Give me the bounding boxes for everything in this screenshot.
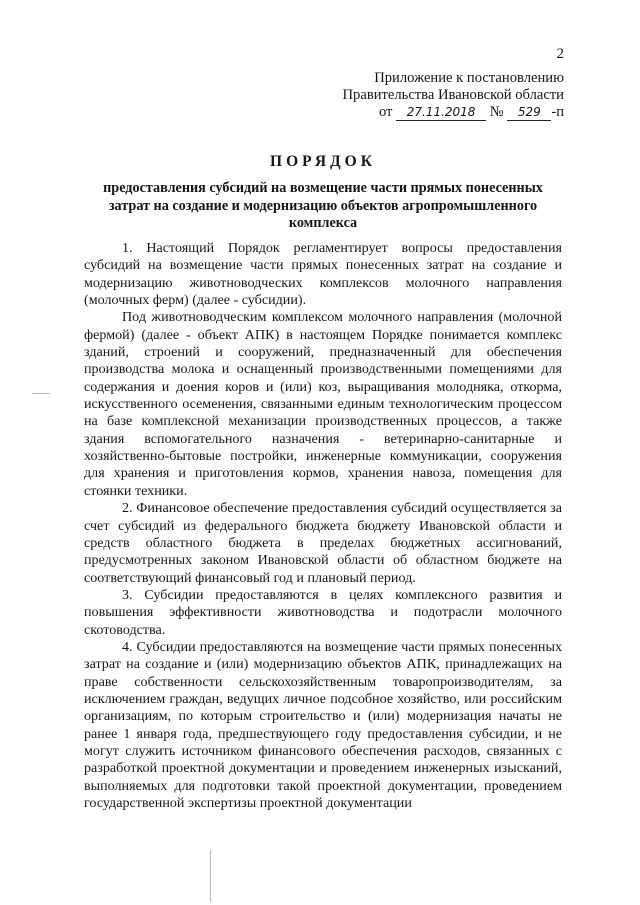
appendix-line-2: Правительства Ивановской области (342, 87, 564, 103)
title-block (84, 153, 562, 233)
paragraph-4: 3. Субсидии предоставляются в целях комплексного развития и повышения эффективности животноводства и подотрасли молочного скотоводства. (84, 586, 562, 638)
number-suffix: -п (551, 104, 564, 120)
scan-artifact-left (32, 393, 50, 394)
document-subtitle: предоставления субсидий на возмещение части прямых понесенных затрат на создание и модернизацию объектов агропромышленного комплекса (103, 180, 543, 231)
document-title: ПОРЯДОК (270, 153, 376, 170)
appendix-date-line (343, 104, 564, 121)
body-text (84, 240, 562, 812)
number-label: № (489, 104, 504, 120)
scan-artifact-fold (210, 850, 211, 902)
appendix-header (343, 70, 564, 121)
paragraph-5: 4. Субсидии предоставляются на возмещение части прямых понесенных затрат на создание и (или) модернизацию объектов АПК, принадлежащих на праве собственности сельскохозяйственным товаропроизводителям, за исключением граждан, ведущих личное подсобное хозяйство, или российским организациям, по которым строительство и (или) модернизация начаты не ранее 1 января года, предшествующего году предоставления субсидии, и не могут служить источником финансового обеспечения расходов, связанных с разработкой проектной документации и проведением инженерных изысканий, выполняемых для подготовки такой проектной документации, проведением государственной экспертизы проектной документации (84, 638, 562, 811)
appendix-line-1: Приложение к постановлению (374, 70, 564, 86)
date-prefix: от (378, 104, 393, 120)
handwritten-date: 27.11.2018 (396, 105, 486, 121)
paragraph-1: 1. Настоящий Порядок регламентирует вопросы предоставления субсидий на возмещение части прямых понесенных затрат на создание и модернизацию животноводческих комплексов молочного направления (молочных ферм) (далее - субсидии). (84, 240, 562, 309)
page-number: 2 (556, 46, 564, 62)
handwritten-number: 529 (507, 105, 551, 121)
paragraph-3: 2. Финансовое обеспечение предоставления субсидий осуществляется за счет субсидий из федерального бюджета бюджету Ивановской области и средств областного бюджета в пределах бюджетных ассигнований, предусмотренных законом Ивановской области об областном бюджете на соответствующий финансовый год и плановый период. (84, 500, 562, 586)
paragraph-2: Под животноводческим комплексом молочного направления (молочной фермой) (далее - объект АПК) в настоящем Порядке понимается комплекс зданий, строений и сооружений, предназначенный для обеспечения производства молока и оснащенный производственными помещениями для содержания и доения коров и (или) коз, выращивания молодняка, откорма, искусственного осеменения, связанными единым технологическим процессом на базе комплексной механизации производственных процессов, а также здания вспомогательного назначения - ветеринарно-санитарные и хозяйственно-бытовые постройки, инженерные коммуникации, сооружения для хранения и приготовления кормов, хранения навоза, помещения для стоянки техники. (84, 309, 562, 499)
